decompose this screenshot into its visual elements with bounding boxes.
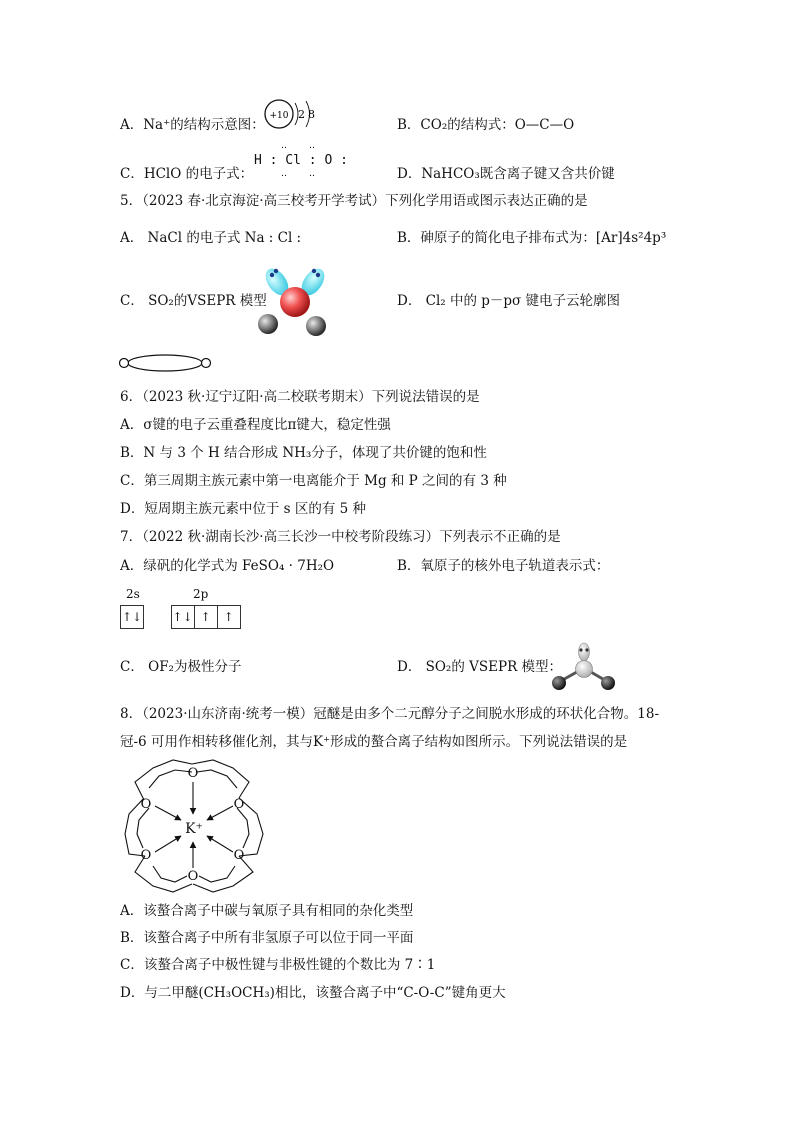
q8-stem-line2: 冠-6 可用作相转移催化剂，其与K⁺形成的螯合离子结构如图所示。下列说法错误的是 — [120, 734, 628, 750]
crown-oxygen: O — [140, 848, 152, 863]
na-ion-structure-diagram — [262, 97, 324, 131]
hclo-electron-formula: H : Cl : O : — [254, 153, 348, 168]
svg-text:‥: ‥ — [281, 169, 288, 179]
q7-stem: 7．（2022 秋·湖南长沙·高三长沙一中校考阶段练习）下列表示不正确的是 — [120, 529, 561, 545]
q8-option-b: B．该螯合离子中所有非氢原子可以位于同一平面 — [120, 930, 414, 946]
q6-option-b: B．N 与 3 个 H 结合形成 NH₃分子，体现了共价键的饱和性 — [120, 445, 487, 461]
q8-option-a: A．该螯合离子中碳与氧原子具有相同的杂化类型 — [120, 903, 414, 919]
q4-option-c: C．HClO 的电子式： — [120, 166, 254, 182]
q5-stem: 5．（2023 春·北京海淀·高三校考开学考试）下列化学用语或图示表达正确的是 — [120, 193, 588, 209]
orbital-label-2p: 2p — [193, 587, 209, 601]
q5-option-b: B．砷原子的简化电子排布式为：[Ar]4s²4p³ — [397, 230, 667, 246]
q6-option-c: C．第三周期主族元素中第一电离能介于 Mg 和 P 之间的有 3 种 — [120, 473, 507, 489]
q6-option-d: D．短周期主族元素中位于 s 区的有 5 种 — [120, 501, 367, 517]
crown-oxygen: O — [233, 797, 245, 812]
orbital-box-2p-3: ↑ — [217, 605, 241, 629]
cl2-sigma-bond-cloud-diagram — [118, 352, 212, 374]
orbital-label-2s: 2s — [126, 587, 140, 601]
orbital-box-2p-2: ↑ — [194, 605, 217, 629]
nucleus-label: +10 — [269, 111, 289, 121]
q7-option-b: B．氧原子的核外电子轨道表示式： — [397, 558, 610, 574]
q5-option-d: D． Cl₂ 中的 p－pσ 键电子云轮廓图 — [397, 293, 621, 309]
q8-option-d: D．与二甲醚(CH₃OCH₃)相比，该螯合离子中“C-O-C”键角更大 — [120, 985, 506, 1001]
orbital-box-2s: ↑↓ — [120, 605, 144, 629]
q4-option-d: D．NaHCO₃既含离子键又含共价键 — [397, 166, 615, 182]
q8-option-c: C．该螯合离子中极性键与非极性键的个数比为 7∶1 — [120, 957, 436, 973]
shell-1-count: 2 — [298, 108, 305, 121]
svg-text:‥: ‥ — [309, 169, 316, 179]
q5-option-a: A． NaCl 的电子式 Na : Cl : — [120, 230, 302, 246]
crown-oxygen: O — [187, 869, 199, 884]
q7-option-d: D． SO₂的 VSEPR 模型： — [397, 659, 563, 675]
q6-stem: 6．（2023 秋·辽宁辽阳·高二校联考期末）下列说法错误的是 — [120, 389, 480, 405]
crown-oxygen: O — [187, 766, 199, 781]
so2-vsepr-ball-stick-model — [550, 640, 616, 692]
q7-option-a: A．绿矾的化学式为 FeSO₄ · 7H₂O — [120, 558, 335, 574]
svg-text:‥: ‥ — [281, 141, 288, 151]
q4-option-b: B．CO₂的结构式：O—C—O — [397, 117, 575, 133]
q8-stem-line1: 8．（2023·山东济南·统考一模）冠醚是由多个二元醇分子之间脱水形成的环状化合物。18- — [120, 706, 660, 722]
shell-2-count: 8 — [308, 108, 315, 121]
potassium-ion-label: K⁺ — [185, 821, 203, 837]
so2-vsepr-model-image — [255, 262, 335, 340]
crown-ether-k-complex-diagram — [115, 758, 275, 894]
crown-oxygen: O — [233, 848, 245, 863]
oxygen-orbital-diagram — [120, 605, 241, 629]
q5-option-c: C． SO₂的VSEPR 模型 — [120, 293, 267, 309]
hclo-electron-dots — [254, 140, 334, 180]
crown-oxygen: O — [140, 797, 152, 812]
q4-option-a: A．Na⁺的结构示意图： — [120, 117, 265, 133]
orbital-box-2p-1: ↑↓ — [171, 605, 194, 629]
svg-text:‥: ‥ — [309, 141, 316, 151]
q6-option-a: A．σ键的电子云重叠程度比π键大，稳定性强 — [120, 417, 391, 433]
q7-option-c: C． OF₂为极性分子 — [120, 659, 242, 675]
